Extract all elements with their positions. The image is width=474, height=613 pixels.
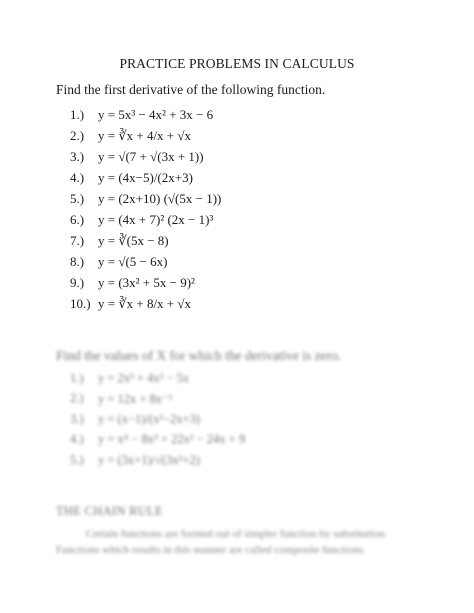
- page-title: PRACTICE PROBLEMS IN CALCULUS: [119, 56, 355, 71]
- problem-item: [70, 146, 221, 167]
- chain-rule-heading: THE CHAIN RULE: [56, 504, 163, 518]
- problem-item: [70, 409, 245, 430]
- section1-instruction: Find the first derivative of the following function.: [56, 82, 326, 97]
- problem-equation: y = 5x³ − 4x² + 3x − 6: [98, 106, 214, 122]
- problem-number: 2.): [70, 391, 84, 406]
- problem-item: [70, 450, 245, 471]
- problem-item: [70, 230, 221, 251]
- problem-number: 9.): [70, 274, 85, 290]
- problem-equation: y = ∛x + 4/x + √x: [98, 127, 192, 143]
- problem-equation: y = √(5 − 6x): [98, 253, 168, 269]
- problem-equation: y = (3x+1)/√(3x²+2): [98, 452, 200, 467]
- problem-equation: y = (2x+10) (√(5x − 1)): [98, 190, 222, 206]
- problem-equation: y = 12x + 8x⁻¹: [98, 391, 173, 406]
- problem-number: 5.): [70, 190, 85, 206]
- section1-problem-list: [70, 104, 221, 314]
- problem-item: [70, 293, 221, 314]
- problem-equation: y = (x−1)/(x²−2x+3): [98, 411, 201, 426]
- problem-number: 2.): [70, 127, 85, 143]
- section2-instruction: Find the values of X for which the derivative is zero.: [56, 348, 342, 363]
- problem-item: [70, 104, 221, 125]
- problem-item: [70, 167, 221, 188]
- problem-number: 3.): [70, 148, 85, 164]
- problem-equation: y = (3x² + 5x − 9)²: [98, 274, 195, 290]
- problem-number: 7.): [70, 232, 85, 248]
- chain-rule-paragraph: Certain functions are formed out of simpler function by substitution. Functions which results in this manner are called composite functions.: [56, 528, 388, 556]
- problem-number: 5.): [70, 452, 84, 467]
- problem-number: 10.): [70, 295, 91, 311]
- problem-item: [70, 125, 221, 146]
- problem-equation: y = (4x + 7)² (2x − 1)³: [98, 211, 214, 227]
- problem-equation: y = (4x−5)/(2x+3): [98, 169, 193, 185]
- problem-equation: y = 2x³ + 4x² − 5x: [98, 370, 190, 385]
- problem-number: 8.): [70, 253, 85, 269]
- problem-equation: y = x⁴ − 8x³ + 22x² − 24x + 9: [98, 432, 246, 447]
- problem-number: 4.): [70, 169, 85, 185]
- problem-item: [70, 251, 221, 272]
- problem-equation: y = √(7 + √(3x + 1)): [98, 148, 204, 164]
- problem-number: 1.): [70, 370, 84, 385]
- problem-equation: y = ∛(5x − 8): [98, 232, 169, 248]
- problem-number: 3.): [70, 411, 84, 426]
- problem-item: [70, 188, 221, 209]
- problem-item: [70, 389, 245, 410]
- problem-number: 1.): [70, 106, 85, 122]
- section2-problem-list: [70, 368, 245, 471]
- problem-equation: y = ∛x + 8/x + √x: [98, 295, 192, 311]
- problem-item: [70, 368, 245, 389]
- problem-item: [70, 209, 221, 230]
- problem-number: 6.): [70, 211, 85, 227]
- problem-item: [70, 272, 221, 293]
- problem-item: [70, 430, 245, 451]
- problem-number: 4.): [70, 432, 84, 447]
